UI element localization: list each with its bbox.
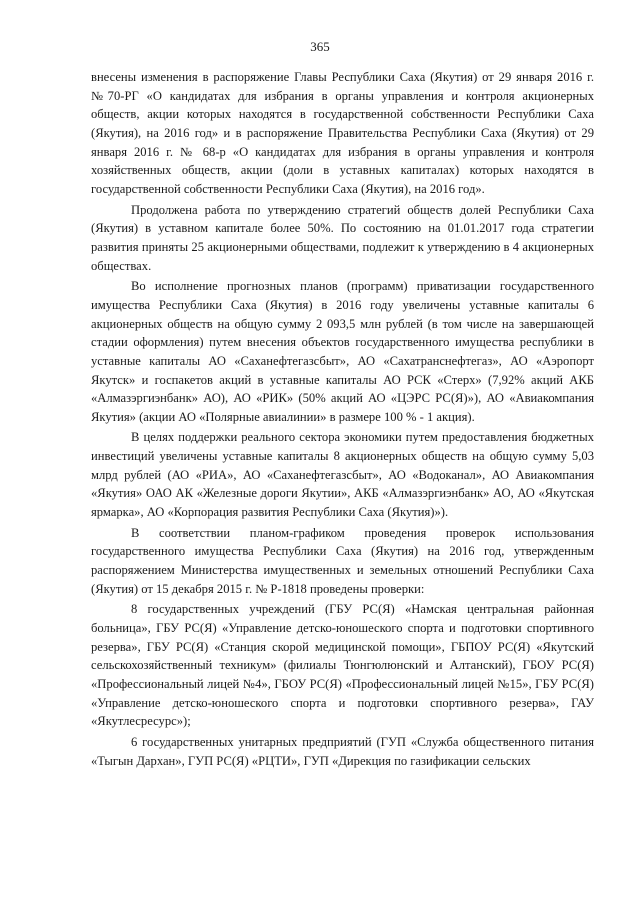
paragraph-strategies: Продолжена работа по утверждению стратегий обществ долей Республики Саха (Якутия) в уставном капитале более 50%. По состоянию на 01.01.2017 года стратегии развития приняты 25 акционерными обществами, подлежит к утверждению в 4 акционерных обществах. bbox=[91, 202, 594, 273]
paragraph-unitary-enterprises: 6 государственных унитарных предприятий (ГУП «Служба общественного питания «Тыгын Дархан», ГУП РС(Я) «РЦТИ», ГУП «Дирекция по газификации сельских bbox=[91, 734, 594, 768]
paragraph-privatization: Во исполнение прогнозных планов (программ) приватизации государственного имущества Республики Саха (Якутия) в 2016 году увеличены уставные капиталы 6 акционерных обществ на общую сумму 2 093,5 млн рублей (в том числе на завершающей стадии оформления) путем внесения объектов государственного имущества республики в уставные капиталы АО «Саханефтегазсбыт», АО «Сахатранснефтегаз», АО «Аэропорт Якутск» и госпакетов акций в уставные капиталы АО РСК «Стерх» (7,92% акций АКБ «Алмазэргиэнбанк» АО), АО «РИК» (50% акций АО «ЦЭРС РС(Я)»), АО «Авиакомпания Якутия» (акции АО «Полярные авиалинии» в размере 100 % - 1 акция). bbox=[91, 279, 594, 424]
paragraph-state-institutions: 8 государственных учреждений (ГБУ РС(Я) «Намская центральная районная больница», ГБУ РС(Я) «Управление детско-юношеского спорта и подготовки спортивного резерва», ГБУ РС(Я) «Станция скорой медицинской помощи», ГБПОУ РС(Я) «Якутский сельскохозяйственный техникум» (филиалы Тюнгюлюнский и Алтанский), ГБОУ РС(Я) «Профессиональный лицей №4», ГБОУ РС(Я) «Профессиональный лицей №15», ГБУ РС(Я) «Управление детско-юношеского спорта и подготовки спортивного резерва», ГАУ «Якутлесресурс»); bbox=[91, 602, 594, 729]
paragraph-inspections-intro: В соответствии планом-графиком проведения проверок использования государственного имущества Республики Саха (Якутия) на 2016 год, утвержденным распоряжением Министерства имущественных и земельных отношений Республики Саха (Якутия) от 15 декабря 2015 г. № Р-1818 проведены проверки: bbox=[91, 525, 594, 596]
paragraph-budget-investments: В целях поддержки реального сектора экономики путем предоставления бюджетных инвестиций увеличены уставные капиталы 8 акционерных обществ на общую сумму 5,03 млрд рублей (АО «РИА», АО «Саханефтегазсбыт», АО «Водоканал», АО Авиакомпания «Якутия» ОАО АК «Железные дороги Якутии», АКБ «Алмазэргиэнбанк» АО, АО «Якутская ярмарка», АО «Корпорация развития Республики Саха (Якутия)»). bbox=[91, 430, 594, 520]
page-number: 365 bbox=[310, 39, 330, 54]
paragraph-continued-amendments: внесены изменения в распоряжение Главы Республики Саха (Якутия) от 29 января 2016 г. №70-РГ «О кандидатах для избрания в органы управления и контроля акционерных обществ, акции которых находятся в государственной собственности Республики Саха (Якутия), на 2016 год» и в распоряжение Правительства Республики Саха (Якутия) от 29 января 2016 г. № 68-р «О кандидатах для избрания в органы управления и контроля хозяйственных обществ, акции (доли в уставных капиталах) которых находятся в государственной собственности Республики Саха (Якутия), на 2016 год». bbox=[91, 70, 594, 196]
page-body bbox=[91, 68, 594, 770]
